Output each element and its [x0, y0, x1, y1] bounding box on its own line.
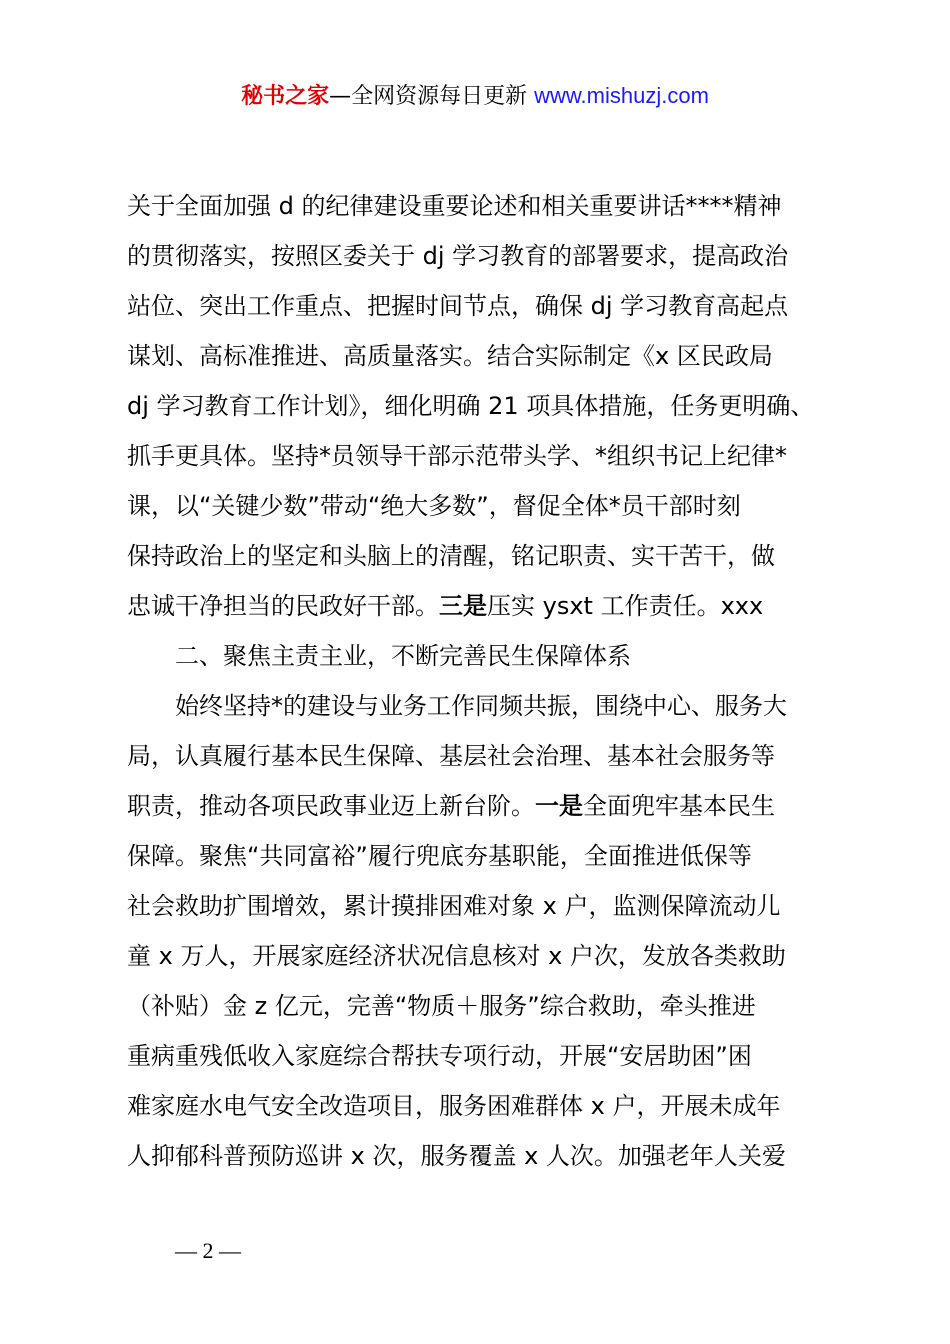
text-line: 始终坚持*的建设与业务工作同频共振，围绕中心、服务大 — [175, 692, 787, 720]
text-run: 全面兜牢基本民生 — [583, 792, 775, 820]
site-url[interactable]: www.mishuzj.com — [534, 83, 709, 108]
emphasis-yi-shi: 一是 — [535, 792, 583, 820]
text-line: 童 x 万人，开展家庭经济状况信息核对 x 户次，发放各类救助 — [127, 942, 786, 970]
text-line: （补贴）金 z 亿元，完善“物质＋服务”综合救助，牵头推进 — [127, 992, 756, 1020]
emphasis-san-shi: 三是 — [439, 592, 487, 620]
text-line — [127, 581, 847, 631]
text-line: 的贯彻落实，按照区委关于 dj 学习教育的部署要求，提高政治 — [127, 242, 789, 270]
text-line: 抓手更具体。坚持*员领导干部示范带头学、*组织书记上纪律* — [127, 442, 787, 470]
site-banner — [0, 80, 950, 113]
text-line: 人抑郁科普预防巡讲 x 次，服务覆盖 x 人次。加强老年人关爱 — [127, 1142, 786, 1170]
text-run: 职责，推动各项民政事业迈上新台阶。 — [127, 792, 535, 820]
brand-name: 秘书之家 — [241, 84, 330, 109]
text-line: 难家庭水电气安全改造项目，服务困难群体 x 户，开展未成年 — [127, 1092, 781, 1120]
text-line: 关于全面加强 d 的纪律建设重要论述和相关重要讲话****精神 — [127, 192, 782, 220]
text-line: 谋划、高标准推进、高质量落实。结合实际制定《x 区民政局 — [127, 342, 773, 370]
banner-slogan: —全网资源每日更新 — [329, 84, 528, 109]
text-line: 局，认真履行基本民生保障、基层社会治理、基本社会服务等 — [127, 742, 775, 770]
text-line: 保持政治上的坚定和头脑上的清醒，铭记职责、实干苦干，做 — [127, 542, 775, 570]
text-line: dj 学习教育工作计划》，细化明确 21 项具体措施，任务更明确、 — [127, 392, 815, 420]
text-line: 保障。聚焦“共同富裕”履行兜底夯基职能，全面推进低保等 — [127, 842, 752, 870]
text-line: 站位、突出工作重点、把握时间节点，确保 dj 学习教育高起点 — [127, 292, 789, 320]
page-number: — 2 — — [175, 1238, 241, 1263]
text-line: 课，以“关键少数”带动“绝大多数”，督促全体*员干部时刻 — [127, 492, 741, 520]
text-run: 忠诚干净担当的民政好干部。 — [127, 592, 439, 620]
document-body — [127, 181, 847, 1181]
text-line: 社会救助扩围增效，累计摸排困难对象 x 户，监测保障流动儿 — [127, 892, 781, 920]
section-heading-2: 二、聚焦主责主业，不断完善民生保障体系 — [175, 642, 631, 670]
text-run: 压实 ysxt 工作责任。xxx — [487, 592, 764, 620]
text-line — [127, 781, 847, 831]
text-line: 重病重残低收入家庭综合帮扶专项行动，开展“安居助困”困 — [127, 1042, 752, 1070]
